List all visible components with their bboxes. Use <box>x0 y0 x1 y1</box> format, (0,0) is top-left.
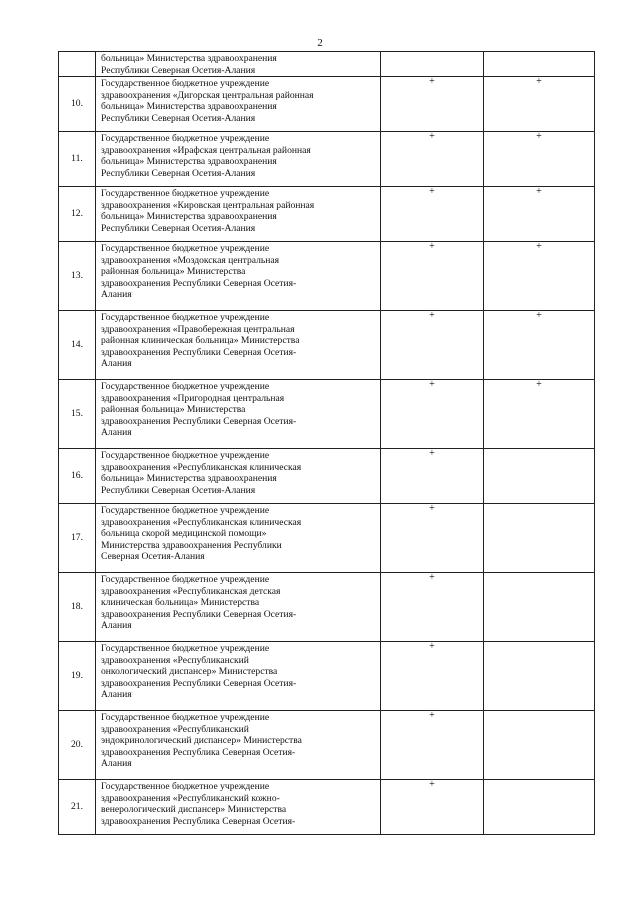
table-row <box>59 311 595 380</box>
plus-mark: + <box>429 448 435 459</box>
table-row <box>59 52 595 77</box>
institution-name <box>96 52 381 77</box>
institution-name-line: Государственное бюджетное учреждение <box>101 712 270 723</box>
table-row <box>59 132 595 187</box>
institution-name-line: Государственное бюджетное учреждение <box>101 312 270 323</box>
institution-name-line: больница скорой медицинской помощи» <box>101 528 267 539</box>
row-number: 14. <box>59 311 96 380</box>
table-row <box>59 573 595 642</box>
plus-mark: + <box>429 131 435 142</box>
mark-column-2 <box>484 187 595 242</box>
table-row <box>59 642 595 711</box>
institution-name-line: больница» Министерства здравоохранения <box>101 101 277 112</box>
mark-column-1 <box>381 711 484 780</box>
plus-mark: + <box>429 76 435 87</box>
table-row <box>59 187 595 242</box>
institution-name-line: Алания <box>101 427 132 438</box>
institution-name-line: Республики Северная Осетия-Алания <box>101 222 256 234</box>
institution-name-line: Алания <box>101 689 132 700</box>
row-number: 19. <box>59 642 96 711</box>
plus-mark: + <box>429 641 435 652</box>
institution-name-line: здравоохранения Республики Северная Осетия- <box>101 346 297 358</box>
institution-name-line: больница» Министерства здравоохранения <box>101 156 277 167</box>
mark-column-2 <box>484 780 595 835</box>
institution-name <box>96 711 381 780</box>
table-row <box>59 380 595 449</box>
institution-name-line: Алания <box>101 620 132 631</box>
plus-mark: + <box>429 310 435 321</box>
institution-name-line: Государственное бюджетное учреждение <box>101 574 270 585</box>
institution-name <box>96 380 381 449</box>
institution-name-line: Государственное бюджетное учреждение <box>101 188 270 199</box>
institution-name <box>96 311 381 380</box>
institution-name-line: Государственное бюджетное учреждение <box>101 243 270 254</box>
institution-name-line: больница» Министерства здравоохранения <box>101 211 277 222</box>
institution-name <box>96 187 381 242</box>
institution-name-line: здравоохранения «Республиканский <box>101 654 249 666</box>
institution-name <box>96 504 381 573</box>
plus-mark: + <box>429 186 435 197</box>
plus-mark: + <box>536 310 542 321</box>
institution-name-line: венерологический диспансер» Министерства <box>101 804 287 815</box>
table-row <box>59 77 595 132</box>
institution-name-line: Государственное бюджетное учреждение <box>101 505 270 516</box>
row-number: 21. <box>59 780 96 835</box>
row-number: 16. <box>59 449 96 504</box>
mark-column-1 <box>381 242 484 311</box>
row-number: 10. <box>59 77 96 132</box>
row-number: 13. <box>59 242 96 311</box>
institution-name-line: Алания <box>101 289 132 300</box>
institution-name-line: здравоохранения «Правобережная центральная <box>101 323 295 335</box>
institution-name-line: Республики Северная Осетия-Алания <box>101 167 256 179</box>
plus-mark: + <box>536 186 542 197</box>
row-number: 11. <box>59 132 96 187</box>
mark-column-2 <box>484 504 595 573</box>
institution-name-line: здравоохранения Республики Северная Осетия- <box>101 608 297 620</box>
institution-name <box>96 242 381 311</box>
plus-mark: + <box>429 572 435 583</box>
institution-name-line: здравоохранения Республика Северная Осетия- <box>101 746 296 758</box>
plus-mark: + <box>536 76 542 87</box>
institution-name-line: Алания <box>101 358 132 369</box>
table-row <box>59 780 595 835</box>
institution-name <box>96 77 381 132</box>
row-number <box>59 52 96 77</box>
institution-name-line: здравоохранения Республика Северная Осетия- <box>101 815 296 827</box>
institution-name-line: Государственное бюджетное учреждение <box>101 381 270 392</box>
institutions-table <box>58 51 595 835</box>
mark-column-1 <box>381 573 484 642</box>
institution-name-line: Государственное бюджетное учреждение <box>101 78 270 89</box>
institution-name-line: районная больница» Министерства <box>101 266 246 277</box>
table-body <box>59 52 595 835</box>
institution-name-line: здравоохранения «Пригородная центральная <box>101 392 285 404</box>
plus-mark: + <box>429 503 435 514</box>
institution-name-line: здравоохранения «Моздокская центральная <box>101 254 280 266</box>
table-row <box>59 711 595 780</box>
mark-column-1 <box>381 780 484 835</box>
institution-name-line: Алания <box>101 758 132 769</box>
mark-column-1 <box>381 504 484 573</box>
table-row <box>59 504 595 573</box>
mark-column-2 <box>484 132 595 187</box>
row-number: 12. <box>59 187 96 242</box>
institution-name-line: больница» Министерства здравоохранения <box>101 473 277 484</box>
plus-mark: + <box>429 241 435 252</box>
mark-column-1 <box>381 642 484 711</box>
institution-name <box>96 132 381 187</box>
institution-name-line: здравоохранения «Республиканская детская <box>101 585 281 597</box>
institution-name-line: районная больница» Министерства <box>101 404 246 415</box>
institution-name-line: Государственное бюджетное учреждение <box>101 781 270 792</box>
mark-column-1 <box>381 449 484 504</box>
mark-column-1 <box>381 132 484 187</box>
row-number: 17. <box>59 504 96 573</box>
institution-name-line: здравоохранения «Республиканский кожно- <box>101 792 280 804</box>
row-number: 18. <box>59 573 96 642</box>
mark-column-2 <box>484 449 595 504</box>
institution-name-line: Республики Северная Осетия-Алания <box>101 112 256 124</box>
institution-name-line: Республики Северная Осетия-Алания <box>101 64 256 76</box>
mark-column-1 <box>381 52 484 77</box>
institution-name-line: эндокринологический диспансер» Министерства <box>101 735 302 746</box>
institution-name-line: здравоохранения «Республиканская клиническая <box>101 516 302 528</box>
mark-column-2 <box>484 642 595 711</box>
institution-name-line: здравоохранения Республики Северная Осетия- <box>101 277 297 289</box>
plus-mark: + <box>536 131 542 142</box>
institution-name-line: Государственное бюджетное учреждение <box>101 643 270 654</box>
plus-mark: + <box>536 241 542 252</box>
mark-column-2 <box>484 311 595 380</box>
institution-name-line: Государственное бюджетное учреждение <box>101 133 270 144</box>
mark-column-2 <box>484 573 595 642</box>
row-number: 15. <box>59 380 96 449</box>
institution-name-line: здравоохранения «Дигорская центральная районная <box>101 89 314 101</box>
mark-column-1 <box>381 187 484 242</box>
institution-name-line: здравоохранения «Республиканский <box>101 723 249 735</box>
plus-mark: + <box>536 379 542 390</box>
institution-name-line: районная клиническая больница» Министерства <box>101 335 300 346</box>
institution-name-line: больница» Министерства здравоохранения <box>101 53 277 64</box>
institution-name-line: здравоохранения Республики Северная Осетия- <box>101 415 297 427</box>
mark-column-1 <box>381 380 484 449</box>
institution-name-line: Министерства здравоохранения Республики <box>101 539 282 551</box>
plus-mark: + <box>429 379 435 390</box>
row-number: 20. <box>59 711 96 780</box>
institution-name <box>96 573 381 642</box>
mark-column-1 <box>381 77 484 132</box>
institution-name-line: здравоохранения «Республиканская клиническая <box>101 461 302 473</box>
institution-name <box>96 780 381 835</box>
institution-name-line: онкологический диспансер» Министерства <box>101 666 278 677</box>
plus-mark: + <box>429 710 435 721</box>
institution-name-line: здравоохранения «Кировская центральная районная <box>101 199 315 211</box>
table-row <box>59 242 595 311</box>
table-row <box>59 449 595 504</box>
plus-mark: + <box>429 779 435 790</box>
institution-name-line: Северная Осетия-Алания <box>101 551 205 562</box>
institution-name-line: здравоохранения «Ирафская центральная районная <box>101 144 311 156</box>
mark-column-2 <box>484 77 595 132</box>
mark-column-2 <box>484 242 595 311</box>
institution-name-line: Республики Северная Осетия-Алания <box>101 484 256 496</box>
institution-name-line: клиническая больница» Министерства <box>101 597 260 608</box>
institution-name-line: здравоохранения Республики Северная Осетия- <box>101 677 297 689</box>
mark-column-2 <box>484 52 595 77</box>
mark-column-2 <box>484 380 595 449</box>
institution-name <box>96 642 381 711</box>
institution-name <box>96 449 381 504</box>
institution-name-line: Государственное бюджетное учреждение <box>101 450 270 461</box>
mark-column-2 <box>484 711 595 780</box>
page-number: 2 <box>317 37 323 49</box>
mark-column-1 <box>381 311 484 380</box>
